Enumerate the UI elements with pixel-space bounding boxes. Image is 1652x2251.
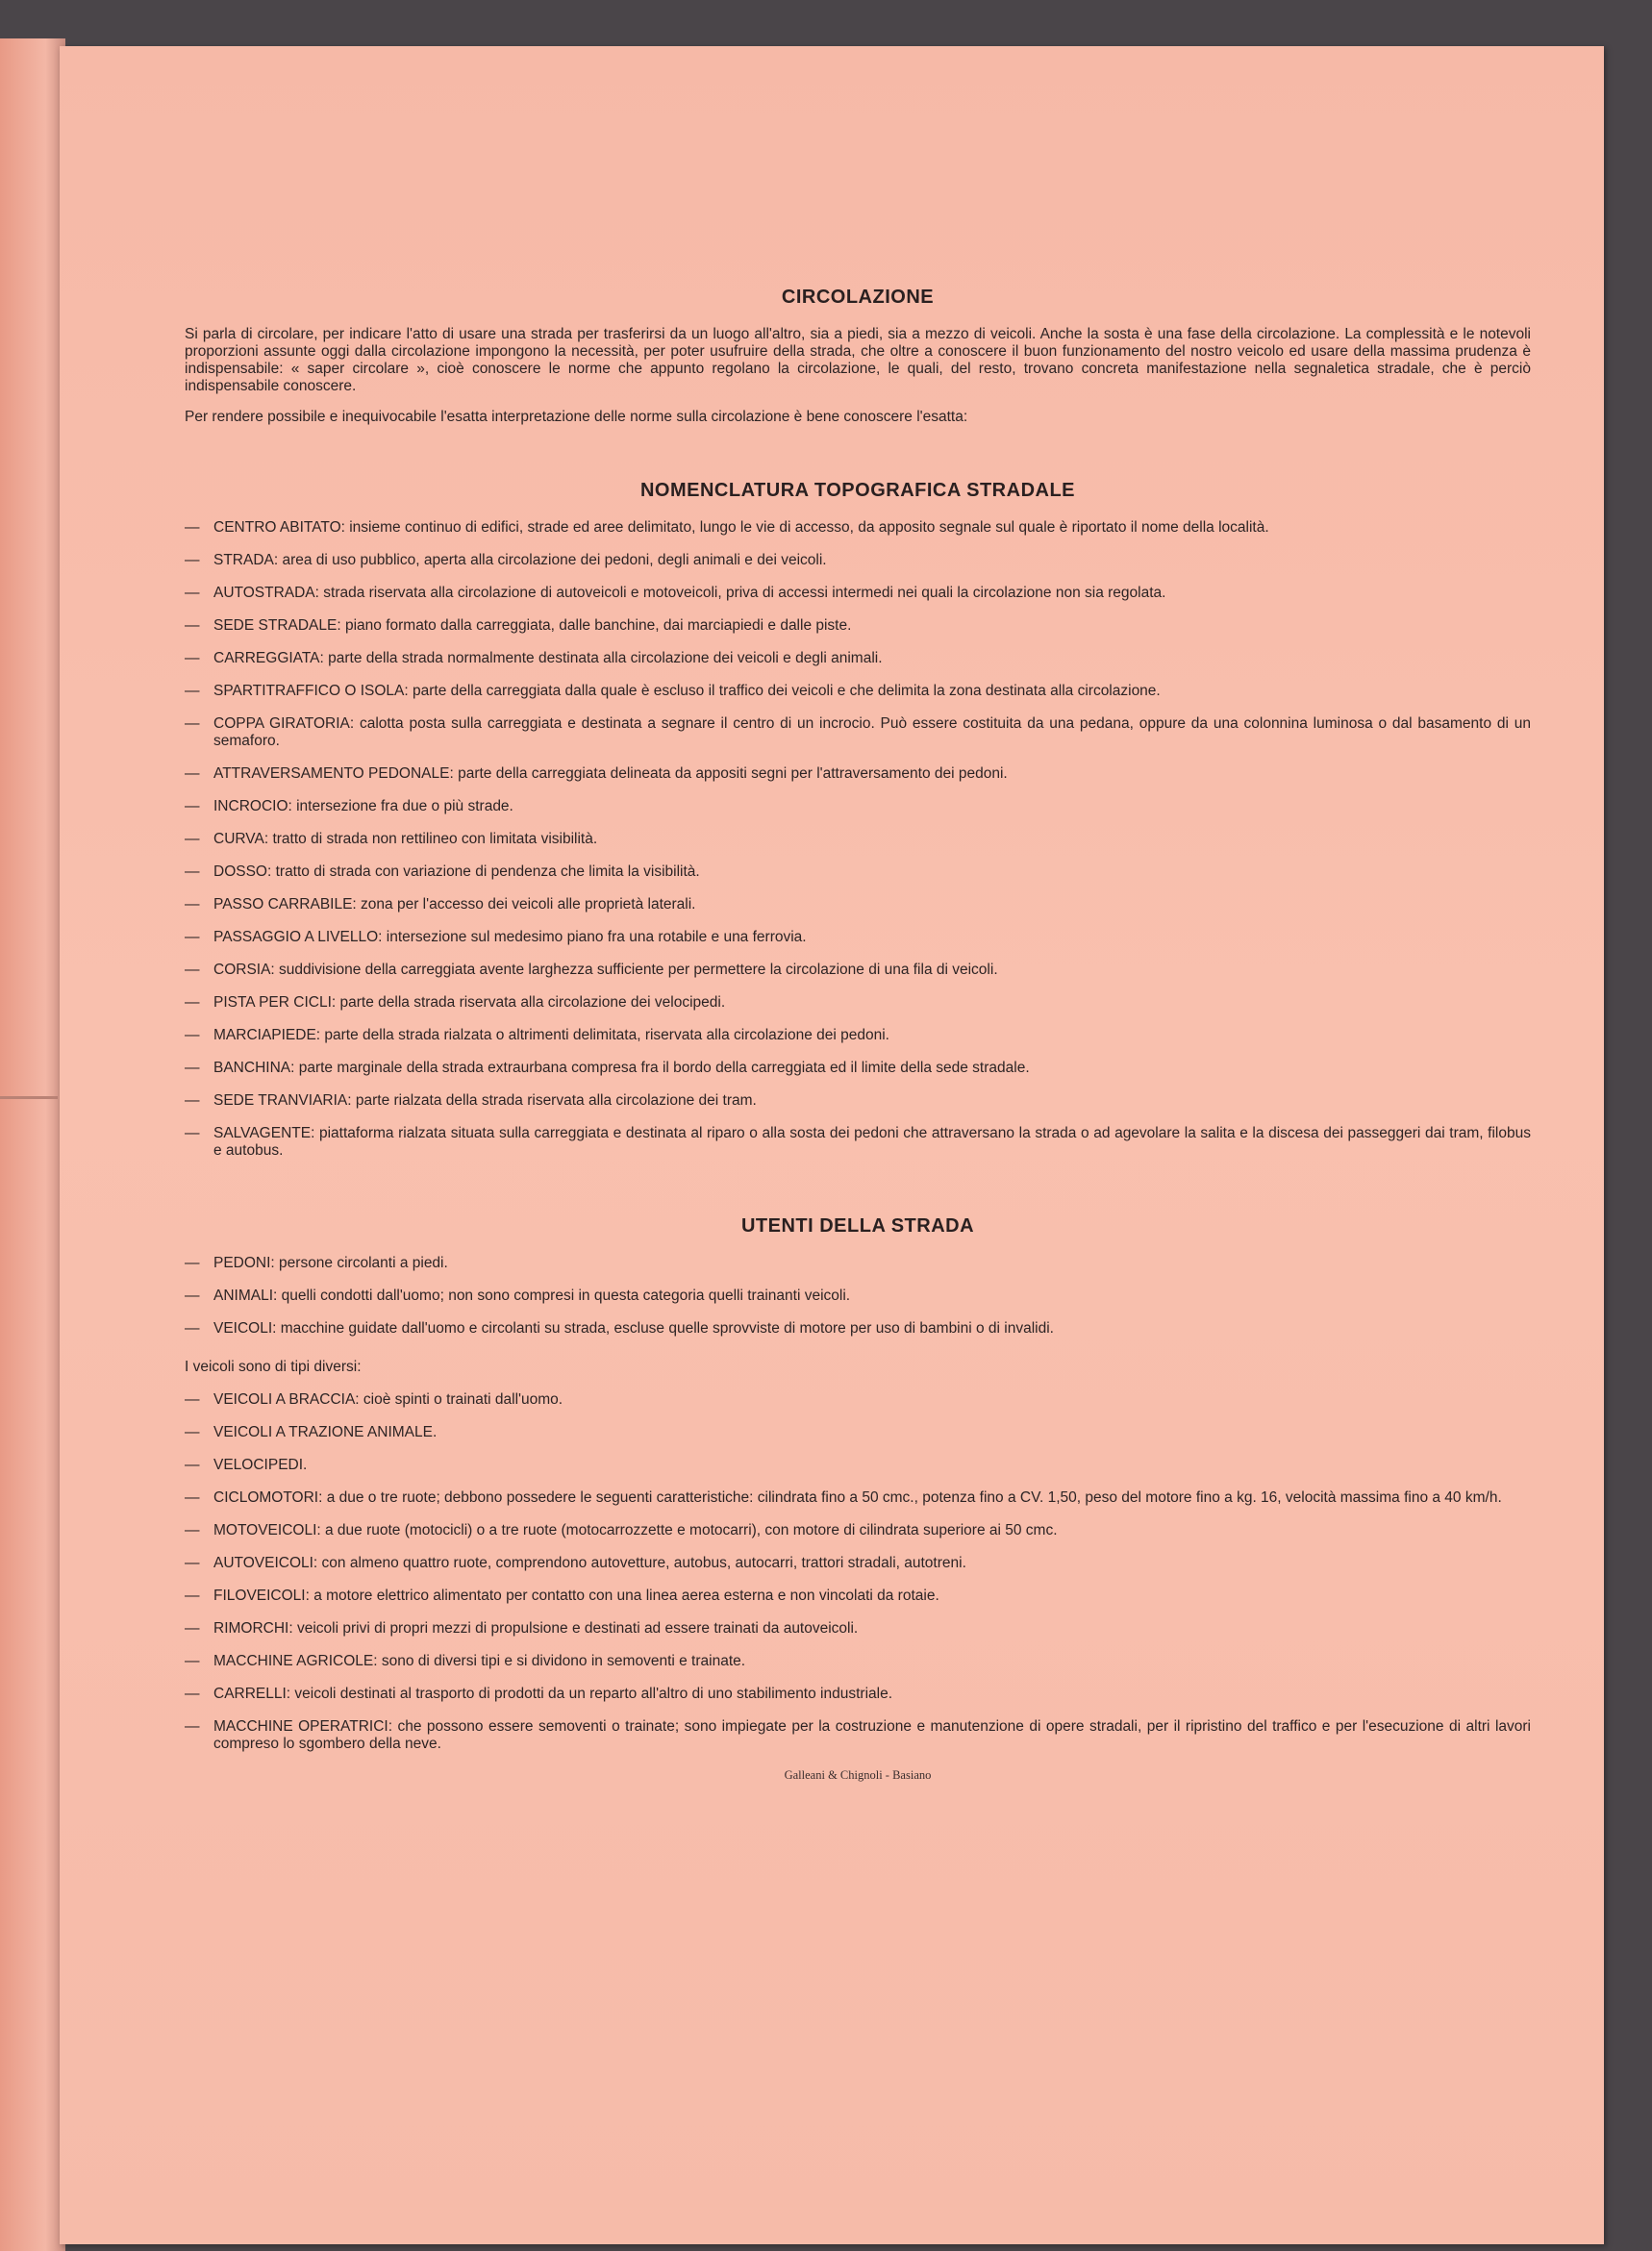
section-nomenclatura [185, 480, 1531, 1160]
list-item: — SEDE STRADALE: piano formato dalla carreggiata, dalle banchine, dai marciapiedi e dalle piste. [185, 617, 1531, 635]
intro-paragraph: Si parla di circolare, per indicare l'atto di usare una strada per trasferirsi da un luogo all'altro, sia a piedi, sia a mezzo di veicoli. Anche la sosta è una fase della circolazione. La complessità e le notevoli proporzioni assunte oggi dalla circolazione impongono la necessità, per poter usufruire della strada, che oltre a conoscere il buon funzionamento del nostro veicolo ed usare della massima prudenza è indispensabile: « saper circolare », cioè conoscere le norme che appunto regolano la circolazione, le quali, del resto, trovano concreta manifestazione nella segnaletica stradale, che è perciò indispensabile conoscere. [185, 326, 1531, 394]
adjacent-page-edge [0, 38, 65, 2251]
list-item: — VEICOLI A BRACCIA: cioè spinti o trainati dall'uomo. [185, 1391, 1531, 1409]
list-item: — ANIMALI: quelli condotti dall'uomo; non sono compresi in questa categoria quelli trainanti veicoli. [185, 1288, 1531, 1305]
printer-credit: Galleani & Chignoli - Basiano [784, 1768, 932, 1782]
list-item: — ATTRAVERSAMENTO PEDONALE: parte della carreggiata delineata da appositi segni per l'attraversamento dei pedoni. [185, 765, 1531, 783]
utenti-list [185, 1255, 1531, 1338]
list-item: — CARRELLI: veicoli destinati al trasporto di prodotti da un reparto all'altro di uno stabilimento industriale. [185, 1686, 1531, 1703]
list-item: — SALVAGENTE: piattaforma rialzata situata sulla carreggiata e destinata al riparo o alla sosta dei pedoni che attraversano la strada o ad agevolare la salita e la discesa dei passeggeri dai tram, filobus e autobus. [185, 1125, 1531, 1160]
list-item: — COPPA GIRATORIA: calotta posta sulla carreggiata e destinata a segnare il centro di un incrocio. Può essere costituita da una pedana, oppure da una colonnina luminosa o dal basamento di un semaforo. [185, 715, 1531, 750]
list-item: — MOTOVEICOLI: a due ruote (motocicli) o a tre ruote (motocarrozzette e motocarri), con motore di cilindrata superiore ai 50 cmc. [185, 1522, 1531, 1539]
document-page [60, 46, 1604, 2244]
list-item: — CENTRO ABITATO: insieme continuo di edifici, strade ed aree delimitato, lungo le vie di accesso, da apposito segnale sul quale è riportato il nome della località. [185, 519, 1531, 537]
list-item: — BANCHINA: parte marginale della strada extraurbana compresa fra il bordo della carreggiata ed il limite della sede stradale. [185, 1060, 1531, 1077]
list-item: — MARCIAPIEDE: parte della strada rialzata o altrimenti delimitata, riservata alla circolazione dei pedoni. [185, 1027, 1531, 1044]
list-item: — SEDE TRANVIARIA: parte rialzata della strada riservata alla circolazione dei tram. [185, 1092, 1531, 1110]
lead-paragraph: Per rendere possibile e inequivocabile l'esatta interpretazione delle norme sulla circolazione è bene conoscere l'esatta: [185, 409, 968, 425]
list-item: — FILOVEICOLI: a motore elettrico alimentato per contatto con una linea aerea esterna e non vincolati da rotaie. [185, 1588, 1531, 1605]
section-utenti [185, 1215, 1531, 1753]
section-title-circolazione: CIRCOLAZIONE [781, 287, 935, 308]
list-item: — INCROCIO: intersezione fra due o più strade. [185, 798, 1531, 815]
list-item: — AUTOVEICOLI: con almeno quattro ruote, comprendono autovetture, autobus, autocarri, trattori stradali, autotreni. [185, 1555, 1531, 1572]
section-title-utenti: UTENTI DELLA STRADA [740, 1215, 975, 1237]
list-item: — VEICOLI: macchine guidate dall'uomo e circolanti su strada, escluse quelle sprovviste di motore per uso di bambini o di invalidi. [185, 1320, 1531, 1338]
list-item: — PEDONI: persone circolanti a piedi. [185, 1255, 1531, 1272]
list-item: — VEICOLI A TRAZIONE ANIMALE. [185, 1424, 1531, 1441]
list-item: — VELOCIPEDI. [185, 1457, 1531, 1474]
list-item: — AUTOSTRADA: strada riservata alla circolazione di autoveicoli e motoveicoli, priva di accessi intermedi nei quali la circolazione non sia regolata. [185, 585, 1531, 602]
veicoli-tipi-list [185, 1391, 1531, 1753]
page-content [185, 287, 1531, 1783]
list-item: — PASSAGGIO A LIVELLO: intersezione sul medesimo piano fra una rotabile e una ferrovia. [185, 929, 1531, 946]
list-item: — PASSO CARRABILE: zona per l'accesso dei veicoli alle proprietà laterali. [185, 896, 1531, 913]
list-item: — CARREGGIATA: parte della strada normalmente destinata alla circolazione dei veicoli e degli animali. [185, 650, 1531, 667]
section-circolazione [185, 287, 1531, 426]
section-title-nomenclatura: NOMENCLATURA TOPOGRAFICA STRADALE [639, 480, 1076, 501]
veicoli-intro: I veicoli sono di tipi diversi: [185, 1359, 362, 1375]
list-item: — MACCHINE OPERATRICI: che possono essere semoventi o trainate; sono impiegate per la costruzione e manutenzione di opere stradali, per il ripristino del traffico e per l'esecuzione di altri lavori compreso lo sgombero della neve. [185, 1718, 1531, 1753]
list-item: — CORSIA: suddivisione della carreggiata avente larghezza sufficiente per permettere la circolazione di una fila di veicoli. [185, 962, 1531, 979]
nomenclatura-list [185, 519, 1531, 1160]
list-item: — CURVA: tratto di strada non rettilineo con limitata visibilità. [185, 831, 1531, 848]
list-item: — DOSSO: tratto di strada con variazione di pendenza che limita la visibilità. [185, 863, 1531, 881]
list-item: — SPARTITRAFFICO O ISOLA: parte della carreggiata dalla quale è escluso il traffico dei veicoli e che delimita la zona destinata alla circolazione. [185, 683, 1531, 700]
list-item: — PISTA PER CICLI: parte della strada riservata alla circolazione dei velocipedi. [185, 994, 1531, 1012]
list-item: — RIMORCHI: veicoli privi di propri mezzi di propulsione e destinati ad essere trainati da autoveicoli. [185, 1620, 1531, 1638]
list-item: — MACCHINE AGRICOLE: sono di diversi tipi e si dividono in semoventi e trainate. [185, 1653, 1531, 1670]
list-item: — STRADA: area di uso pubblico, aperta alla circolazione dei pedoni, degli animali e dei veicoli. [185, 552, 1531, 569]
adjacent-page-fold [0, 1096, 58, 1099]
list-item: — CICLOMOTORI: a due o tre ruote; debbono possedere le seguenti caratteristiche: cilindrata fino a 50 cmc., potenza fino a CV. 1,50, peso del motore fino a kg. 16, velocità massima fino a 40 km/h. [185, 1489, 1531, 1507]
